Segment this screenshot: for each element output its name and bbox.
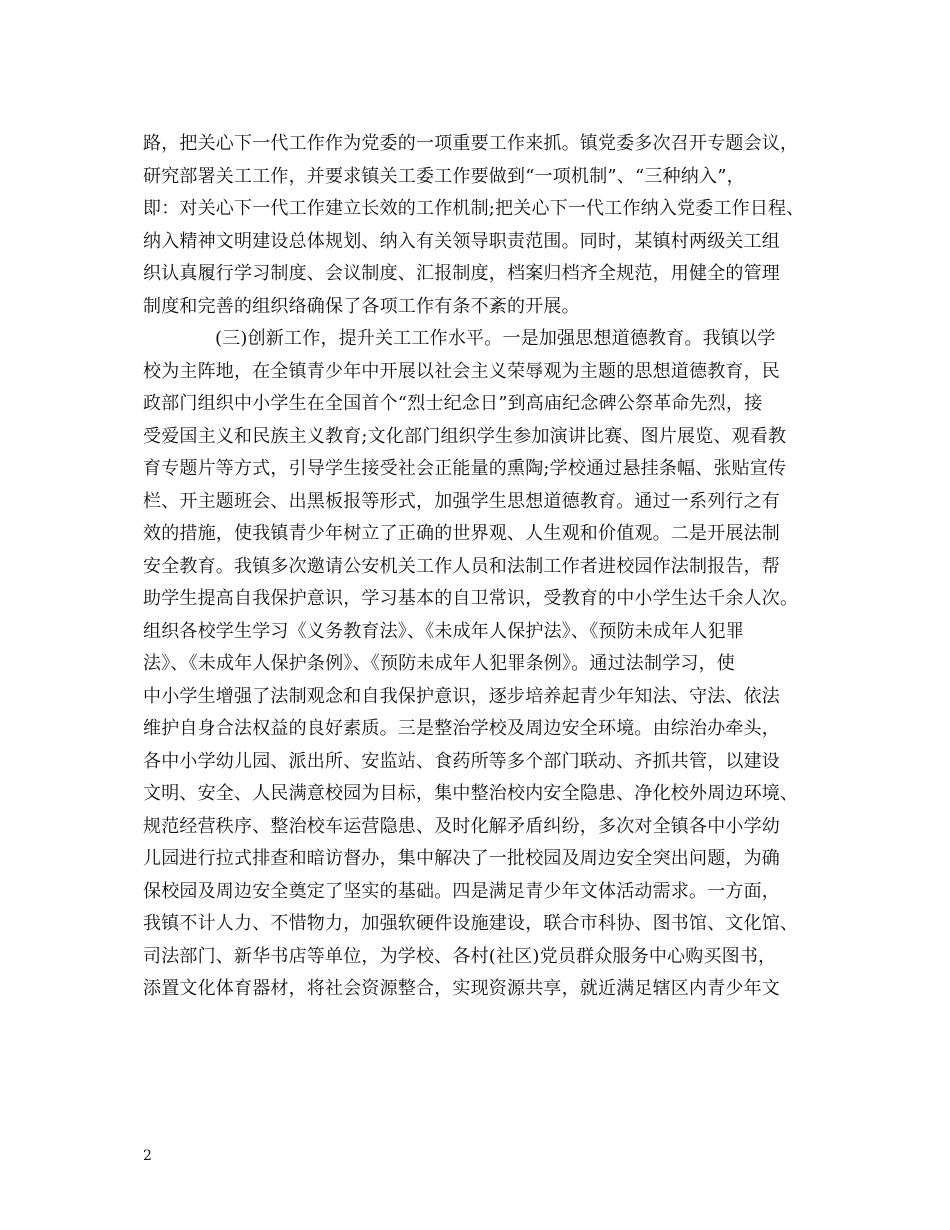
text-line: 中小学生增强了法制观念和自我保护意识，逐步培养起青少年知法、守法、依法 [143,685,780,707]
page-number: 2 [143,1148,152,1164]
text-line: 育专题片等方式，引导学生接受社会正能量的熏陶;学校通过悬挂条幅、张贴宣传 [143,458,787,479]
text-line: 司法部门、新华书店等单位，为学校、各村(社区)党员群众服务中心购买图书， [143,945,777,967]
text-line: 制度和完善的组织络确保了各项工作有条不紊的开展。 [143,295,580,317]
text-line: 儿园进行拉式排查和暗访督办，集中解决了一批校园及周边安全突出问题，为确 [143,848,780,869]
text-line: 栏、开主题班会、出黑板报等形式，加强学生思想道德教育。通过一系列行之有 [143,490,780,512]
text-line: 法》、《未成年人保护条例》、《预防未成年人犯罪条例》。通过法制学习，使 [143,653,735,674]
text-line: 政部门组织中小学生在全国首个“烈士纪念日”到高庙纪念碑公祭革命先烈，接 [143,393,763,414]
body-text [143,128,823,1006]
text-line: 规范经营秩序、整治校车运营隐患、及时化解矛盾纠纷，多次对全镇各中小学幼 [143,815,780,837]
text-line: 保校园及周边安全奠定了坚实的基础。四是满足青少年文体活动需求。一方面， [143,880,780,902]
text-line: 受爱国主义和民族主义教育;文化部门组织学生参加演讲比赛、图片展览、观看教 [143,425,787,447]
text-line: 添置文化体育器材，将社会资源整合，实现资源共享，就近满足辖区内青少年文 [143,978,780,999]
text-line: 织认真履行学习制度、会议制度、汇报制度，档案归档齐全规范，用健全的管理 [143,263,780,284]
paragraph-start-line: (三)创新工作，提升关工工作水平。一是加强思想道德教育。我镇以学 [215,328,776,349]
text-line: 维护自身合法权益的良好素质。三是整治学校及周边安全环境。由综治办牵头， [143,718,780,739]
text-line: 效的措施，使我镇青少年树立了正确的世界观、人生观和价值观。二是开展法制 [143,523,780,544]
text-line: 路，把关心下一代工作作为党委的一项重要工作来抓。镇党委多次召开专题会议， [143,133,799,154]
text-line: 研究部署关工工作，并要求镇关工委工作要做到“一项机制”、“三种纳入”， [143,165,745,187]
text-line: 文明、安全、人民满意校园为目标，集中整治校内安全隐患、净化校外周边环境、 [143,783,799,804]
text-line: 组织各校学生学习《义务教育法》、《未成年人保护法》、《预防未成年人犯罪 [143,620,744,642]
text-line: 助学生提高自我保护意识，学习基本的自卫常识，受教育的中小学生达千余人次。 [143,588,799,609]
text-line: 纳入精神文明建设总体规划、纳入有关领导职责范围。同时，某镇村两级关工组 [143,230,780,252]
text-line: 校为主阵地，在全镇青少年中开展以社会主义荣辱观为主题的思想道德教育，民 [143,360,780,382]
text-line: 各中小学幼儿园、派出所、安监站、食药所等多个部门联动、齐抓共管，以建设 [143,750,780,772]
text-line: 即：对关心下一代工作建立长效的工作机制;把关心下一代工作纳入党委工作日程、 [143,198,805,219]
text-line: 安全教育。我镇多次邀请公安机关工作人员和法制工作者进校园作法制报告，帮 [143,555,780,577]
text-line: 我镇不计人力、不惜物力，加强软硬件设施建设，联合市科协、图书馆、文化馆、 [143,913,799,934]
